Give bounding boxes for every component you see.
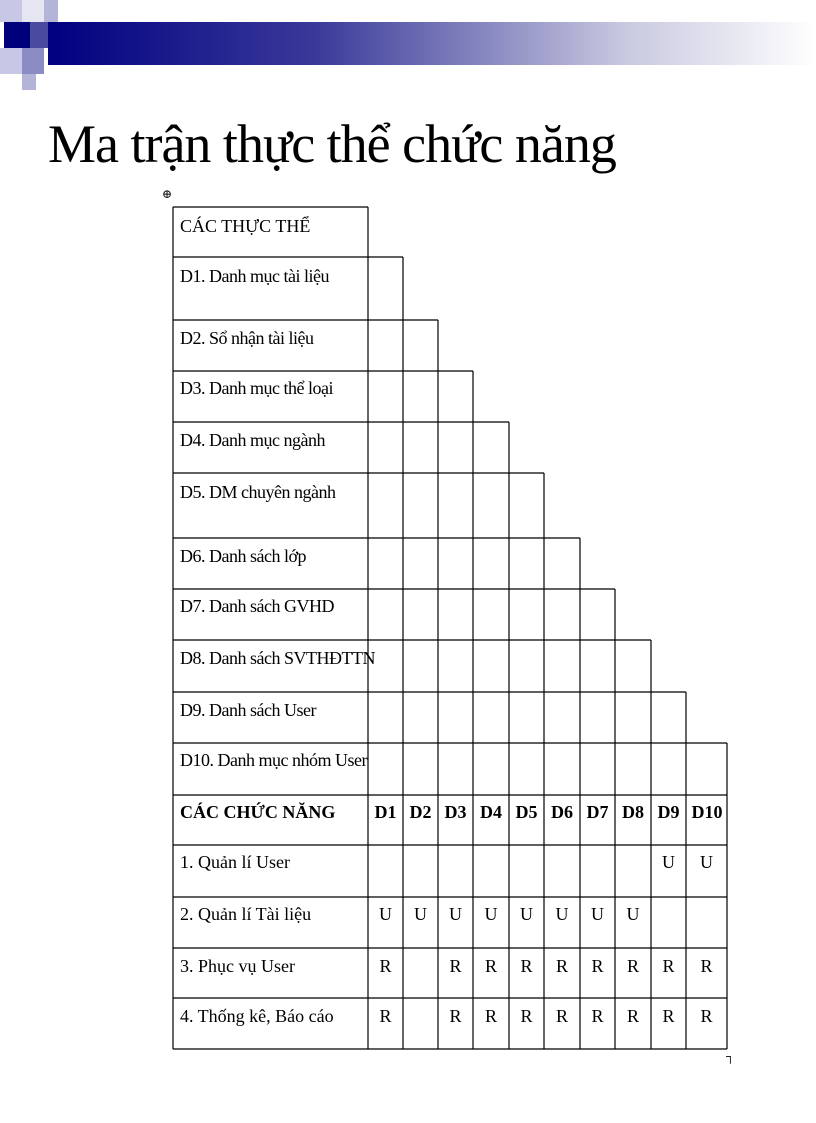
column-header-d1: D1	[374, 802, 397, 822]
matrix-mark-f3-d3: R	[449, 956, 462, 976]
slide-title: Ma trận thực thể chức năng	[48, 114, 616, 174]
matrix-mark-f4-d9: R	[662, 1006, 675, 1026]
matrix-mark-f4-d8: R	[626, 1006, 639, 1026]
column-header-d7: D7	[586, 802, 609, 822]
matrix-mark-f1-d10: U	[700, 852, 713, 872]
entity-label-d2: D2. Sổ nhận tài liệu	[180, 328, 314, 348]
entity-label-d3: D3. Danh mục thể loại	[180, 378, 333, 398]
table-move-handle-icon[interactable]: ⊕	[162, 187, 173, 201]
matrix-mark-f4-d6: R	[555, 1006, 568, 1026]
matrix-mark-f3-d9: R	[662, 956, 675, 976]
matrix-mark-f2-d7: U	[591, 904, 604, 924]
entity-label-d8: D8. Danh sách SVTHĐTTN	[180, 648, 375, 668]
matrix-mark-f4-d7: R	[591, 1006, 604, 1026]
entity-label-d5: D5. DM chuyên ngành	[180, 482, 336, 502]
matrix-mark-f3-d7: R	[591, 956, 604, 976]
matrix-mark-f4-d4: R	[484, 1006, 497, 1026]
function-label-2: 2. Quản lí Tài liệu	[180, 904, 312, 924]
column-header-d4: D4	[480, 802, 502, 822]
column-header-d10: D10	[691, 802, 723, 822]
entity-label-d10: D10. Danh mục nhóm User	[180, 750, 367, 770]
matrix-mark-f2-d5: U	[520, 904, 533, 924]
matrix-mark-f3-d1: R	[379, 956, 392, 976]
matrix-mark-f4-d10: R	[700, 1006, 713, 1026]
column-header-d6: D6	[551, 802, 573, 822]
entity-label-d1: D1. Danh mục tài liệu	[180, 266, 329, 286]
matrix-mark-f4-d5: R	[520, 1006, 533, 1026]
matrix-mark-f3-d6: R	[555, 956, 568, 976]
column-header-d3: D3	[444, 802, 467, 822]
entities-header: CÁC THỰC THỂ	[180, 216, 311, 236]
matrix-mark-f2-d8: U	[626, 904, 640, 924]
table-resize-handle-icon[interactable]: ┐	[726, 1049, 735, 1063]
matrix-mark-f2-d2: U	[414, 904, 427, 924]
function-label-3: 3. Phục vụ User	[180, 956, 295, 976]
function-label-1: 1. Quản lí User	[180, 852, 290, 872]
matrix-mark-f3-d5: R	[520, 956, 533, 976]
column-header-d2: D2	[409, 802, 432, 822]
matrix-mark-f4-d3: R	[449, 1006, 462, 1026]
matrix-mark-f3-d8: R	[626, 956, 639, 976]
entity-label-d7: D7. Danh sách GVHD	[180, 596, 334, 616]
matrix-mark-f1-d9: U	[662, 852, 675, 872]
matrix-mark-f4-d1: R	[379, 1006, 392, 1026]
matrix-mark-f2-d6: U	[555, 904, 569, 924]
matrix-mark-f3-d10: R	[700, 956, 713, 976]
functions-header: CÁC CHỨC NĂNG	[180, 802, 336, 822]
matrix-mark-f3-d4: R	[484, 956, 497, 976]
matrix-mark-f2-d4: U	[484, 904, 498, 924]
column-header-d9: D9	[657, 802, 680, 822]
function-label-4: 4. Thống kê, Báo cáo	[180, 1006, 334, 1026]
matrix-mark-f2-d3: U	[449, 904, 462, 924]
entity-label-d9: D9. Danh sách User	[180, 700, 316, 720]
matrix-mark-f2-d1: U	[379, 904, 392, 924]
column-header-d5: D5	[515, 802, 538, 822]
entity-label-d6: D6. Danh sách lớp	[180, 546, 306, 566]
entity-label-d4: D4. Danh mục ngành	[180, 430, 325, 450]
column-header-d8: D8	[622, 802, 644, 822]
